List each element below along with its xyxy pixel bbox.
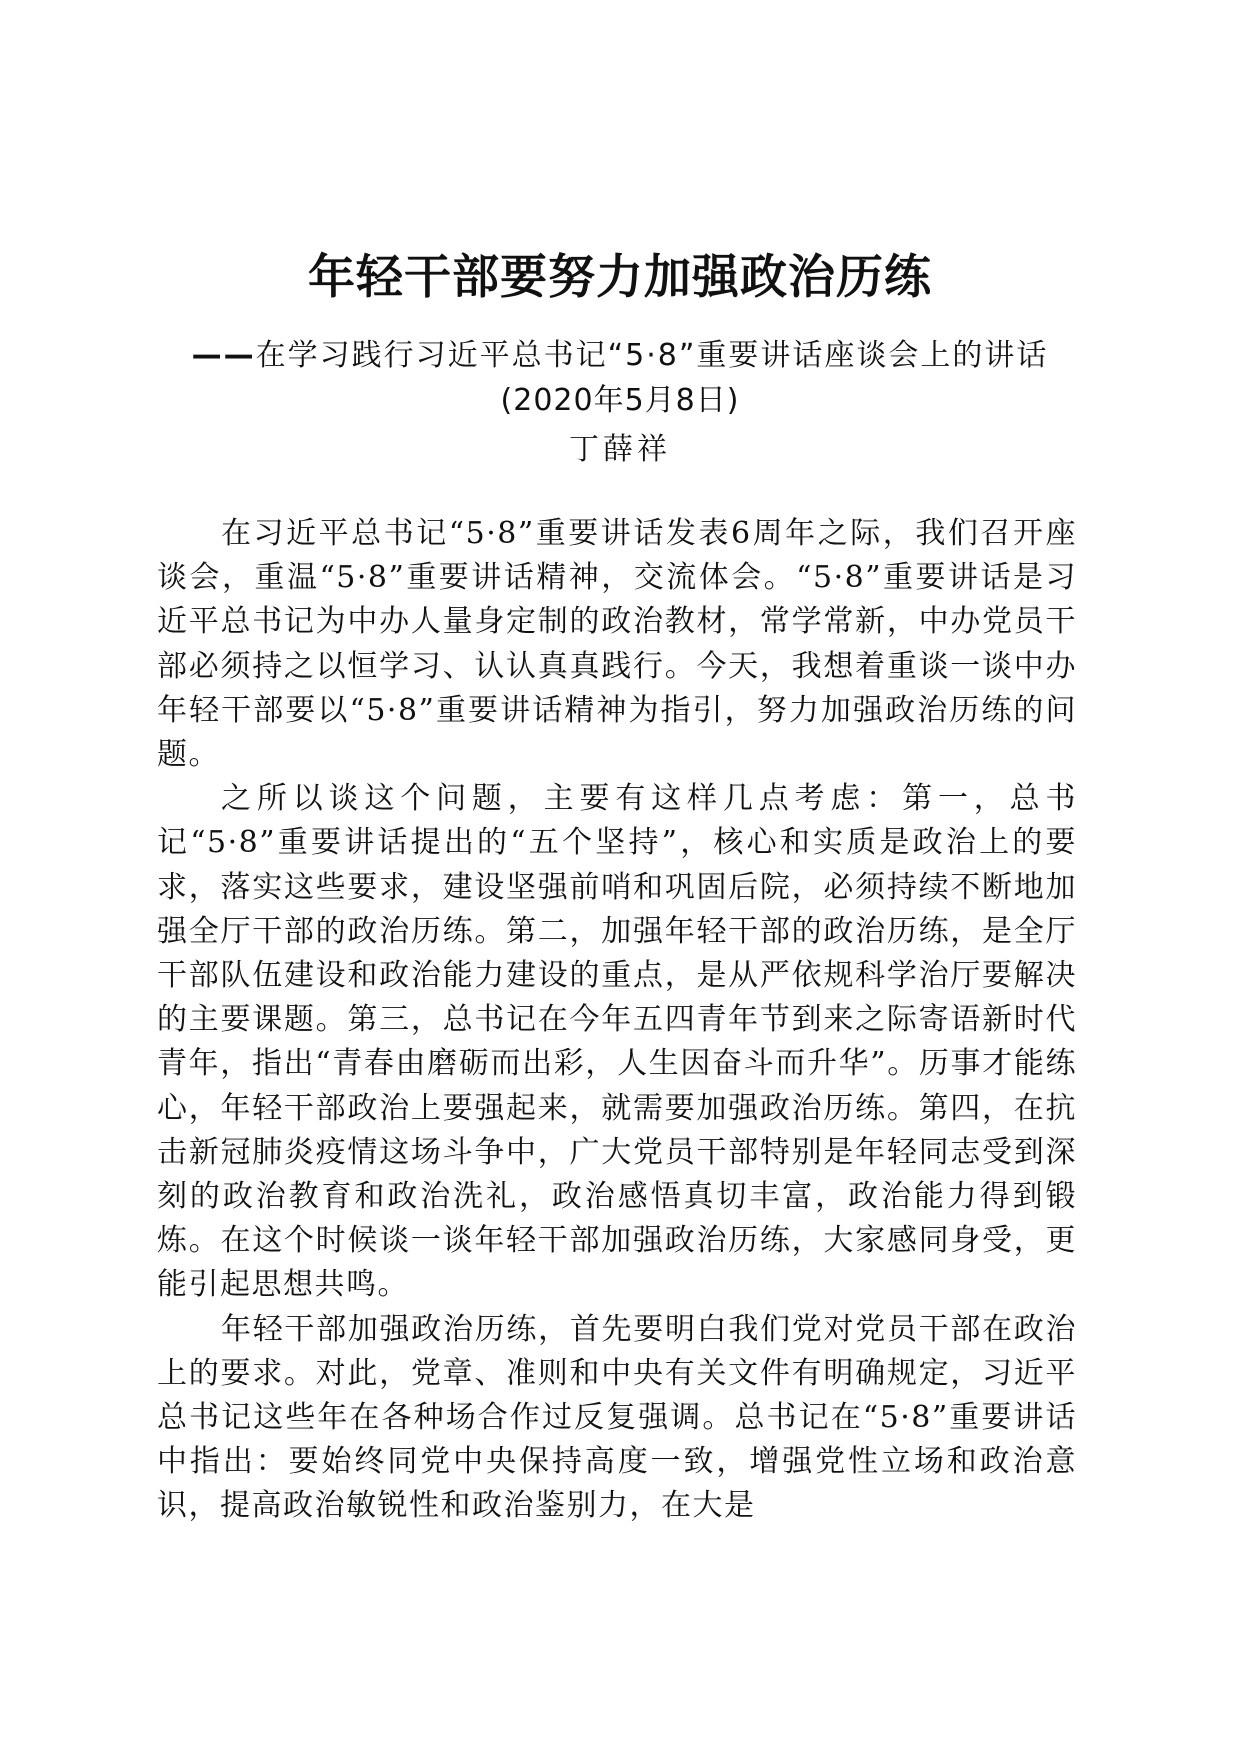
document-body	[157, 512, 1077, 1529]
paragraph-1: 在习近平总书记“5·8”重要讲话发表6周年之际，我们召开座谈会，重温“5·8”重要讲话精神，交流体会。“5·8”重要讲话是习近平总书记为中办人量身定制的政治教材，常学常新，中办党员干部必须持之以恒学习、认认真真践行。今天，我想着重谈一谈中办年轻干部要以“5·8”重要讲话精神为指引，努力加强政治历练的问题。	[157, 516, 1077, 773]
document-author: 丁薛祥	[569, 432, 671, 467]
document-title: 年轻干部要努力加强政治历练	[308, 250, 932, 305]
paragraph-3: 年轻干部加强政治历练，首先要明白我们党对党员干部在政治上的要求。对此，党章、准则和中央有关文件有明确规定，习近平总书记这些年在各种场合作过反复强调。总书记在“5·8”重要讲话中指出：要始终同党中央保持高度一致，增强党性立场和政治意识，提高政治敏锐性和政治鉴别力，在大是	[157, 1311, 1077, 1524]
document-subtitle	[0, 336, 1240, 376]
document-date: (2020年5月8日)	[500, 383, 740, 418]
subtitle-text: 在学习践行习近平总书记“5·8”重要讲话座谈会上的讲话	[255, 338, 1049, 373]
paragraph-2: 之所以谈这个问题，主要有这样几点考虑：第一，总书记“5·8”重要讲话提出的“五个坚持”，核心和实质是政治上的要求，落实这些要求，建设坚强前哨和巩固后院，必须持续不断地加强全厅干部的政治历练。第二，加强年轻干部的政治历练，是全厅干部队伍建设和政治能力建设的重点，是从严依规科学治厅要解决的主要课题。第三，总书记在今年五四青年节到来之际寄语新时代青年，指出“青春由磨砺而出彩，人生因奋斗而升华”。历事才能练心，年轻干部政治上要强起来，就需要加强政治历练。第四，在抗击新冠肺炎疫情这场斗争中，广大党员干部特别是年轻同志受到深刻的政治教育和政治洗礼，政治感悟真切丰富，政治能力得到锻炼。在这个时候谈一谈年轻干部加强政治历练，大家感同身受，更能引起思想共鸣。	[157, 781, 1077, 1303]
subtitle-dash: ——	[191, 338, 256, 373]
